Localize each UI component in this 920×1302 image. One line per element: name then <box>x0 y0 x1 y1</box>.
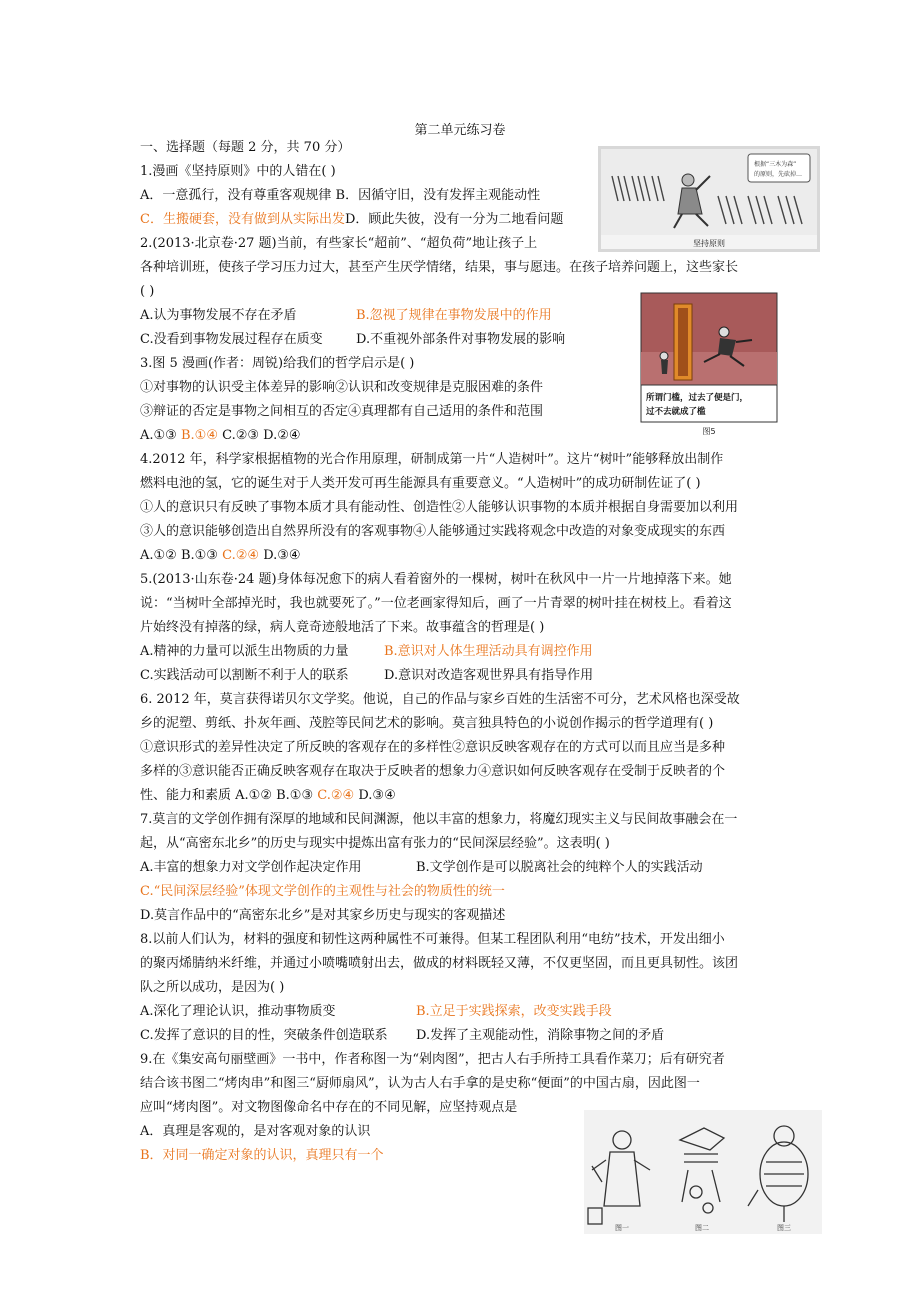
q1-option-c-answer: C．生搬硬套，没有做到从实际出发 <box>140 212 345 227</box>
q8-option-c: C.发挥了意识的目的性，突破条件创造联系 <box>140 1028 388 1043</box>
q4-statements-34: ③人的意识能够创造出自然界所没有的客观事物④人能够通过实践将观念中改造的对象变成现实的东西 <box>140 524 726 539</box>
q6-statements-line3-options <box>140 788 396 804</box>
q4-option-ab: A.①② B.①③ <box>140 548 218 563</box>
q7-option-c-answer: C.“民间深层经验”体现文学创作的主观性与社会的物质性的统一 <box>140 884 505 899</box>
q9-mural-figures <box>584 1110 822 1234</box>
q6-statements-end: 性、能力和素质 <box>140 788 232 803</box>
figure-5-label: 图5 <box>702 427 716 436</box>
q3-option-b-answer: B.①④ <box>180 428 218 443</box>
q6-stem-line2: 乡的泥塑、剪纸、扑灰年画、茂腔等民间艺术的影响。莫言独具特色的小说创作揭示的哲学道理有( ) <box>140 716 714 731</box>
q8-stem-line3: 队之所以成功，是因为( ) <box>140 980 285 995</box>
q5-option-d: D.意识对改造客观世界具有指导作用 <box>384 668 594 683</box>
q7-option-a: A.丰富的想象力对文学创作起决定作用 <box>140 860 362 875</box>
q2-option-a: A.认为事物发展不存在矛盾 <box>140 308 297 323</box>
q5-option-c: C.实践活动可以割断不利于人的联系 <box>140 668 349 683</box>
q9-figure-1-label: 图一 <box>615 1224 629 1232</box>
q2-option-c: C.没看到事物发展过程存在质变 <box>140 332 323 347</box>
q2-stem-line2: 各种培训班，使孩子学习压力过大，甚至产生厌学情绪，结果，事与愿违。在孩子培养问题上，这些家长 <box>140 260 739 275</box>
q7-option-b: B.文学创作是可以脱离社会的纯粹个人的实践活动 <box>416 860 703 875</box>
q4-option-d: D.③④ <box>263 548 301 563</box>
q7-stem-line2: 起，从“高密东北乡”的历史与现实中提炼出富有张力的“民间深层经验”。这表明( ) <box>140 836 610 851</box>
q4-option-c-answer: C.②④ <box>222 548 260 563</box>
q9-stem-line2: 结合该书图二“烤肉串”和图三“厨师扇风”，认为古人右手拿的是史称“便面”的中国古扇，因此图一 <box>140 1076 700 1091</box>
q8-stem-line1: 8.以前人们认为，材料的强度和韧性这两种属性不可兼得。但某工程团队利用“电纺”技术，开发出细小 <box>140 932 725 947</box>
q8-stem-line2: 的聚丙烯腈纳米纤维，并通过小喷嘴喷射出去，做成的材料既轻又薄，不仅更坚固，而且更具韧性。该团 <box>140 956 739 971</box>
section-heading: 一、选择题（每题 2 分，共 70 分） <box>140 140 351 155</box>
q1-cartoon-caption: 坚持原则 <box>693 239 725 248</box>
q9-figure-2-label: 图二 <box>695 1224 709 1232</box>
q5-option-a: A.精神的力量可以派生出物质的力量 <box>140 644 349 659</box>
q2-option-d: D.不重视外部条件对事物发展的影响 <box>356 332 566 347</box>
q3-option-cd: C.②③ D.②④ <box>222 428 301 443</box>
q8-option-a: A.深化了理论认识，推动事物质变 <box>140 1004 336 1019</box>
q1-cartoon-bubble: 根据“三木为森” <box>754 161 797 168</box>
q2-stem-line3: ( ) <box>140 284 155 299</box>
q9-option-a: A．真理是客观的，是对客观对象的认识 <box>140 1124 371 1139</box>
q6-statements-line2: 多样的③意识能否正确反映客观存在取决于反映者的想象力④意识如何反映客观存在受制于反映者的个 <box>140 764 726 779</box>
q1-stem: 1.漫画《坚持原则》中的人错在( ) <box>140 164 336 179</box>
q4-options <box>140 548 301 564</box>
q7-stem-line1: 7.莫言的文学创作拥有深厚的地域和民间渊源，他以丰富的想象力，将魔幻现实主义与民间故事融会在一 <box>140 812 738 827</box>
q9-option-b-answer: B．对同一确定对象的认识，真理只有一个 <box>140 1148 384 1163</box>
figure-5-caption-line1: 所谓门槛，过去了便是门， <box>646 393 749 403</box>
svg-text:的原则，先砍掉…: 的原则，先砍掉… <box>754 171 803 178</box>
q9-figure-3-label: 图三 <box>777 1224 791 1232</box>
q5-stem-line1: 5.(2013·山东卷·24 题)身体每况愈下的病人看着窗外的一棵树，树叶在秋风中一片一片地掉落下来。她 <box>140 572 732 587</box>
q1-cartoon-image <box>598 146 820 252</box>
q4-stem-line1: 4.2012 年，科学家根据植物的光合作用原理，研制成第一片“人造树叶”。这片“树叶”能够释放出制作 <box>140 452 724 467</box>
q1-options-cd <box>140 212 563 228</box>
q1-option-d: D．顾此失彼，没有一分为二地看问题 <box>344 212 564 227</box>
q8-option-b-answer: B.立足于实践探索，改变实践手段 <box>416 1004 612 1019</box>
q6-stem-line1: 6. 2012 年，莫言获得诺贝尔文学奖。他说，自己的作品与家乡百姓的生活密不可分，艺术风格也深受故 <box>140 692 740 707</box>
q6-option-d: D.③④ <box>358 788 396 803</box>
q5-stem-line3: 片始终没有掉落的绿，病人竟奇迹般地活了下来。故事蕴含的哲理是( ) <box>140 620 545 635</box>
q3-statements-12: ①对事物的认识受主体差异的影响②认识和改变规律是克服困难的条件 <box>140 380 544 395</box>
q3-option-a: A.①③ <box>140 428 177 443</box>
q4-stem-line2: 燃料电池的氢，它的诞生对于人类开发可再生能源具有重要意义。“人造树叶”的成功研制佐证了( ) <box>140 476 701 491</box>
q6-statements-line1: ①意识形式的差异性决定了所反映的客观存在的多样性②意识反映客观存在的方式可以而且应当是多种 <box>140 740 726 755</box>
q5-option-b-answer: B.意识对人体生理活动具有调控作用 <box>384 644 593 659</box>
q3-statements-34: ③辩证的否定是事物之间相互的否定④真理都有自己适用的条件和范围 <box>140 404 544 419</box>
q2-stem-line1: 2.(2013·北京卷·27 题)当前，有些家长“超前”、“超负荷”地让孩子上 <box>140 236 538 251</box>
q6-option-ab: A.①② B.①③ <box>235 788 314 803</box>
q3-options <box>140 428 301 444</box>
q6-option-c-answer: C.②④ <box>317 788 355 803</box>
figure-5-cartoon <box>640 292 778 438</box>
figure-5-caption-line2: 过不去就成了槛 <box>646 407 706 417</box>
page-title: 第二单元练习卷 <box>414 123 506 138</box>
q7-option-d: D.莫言作品中的“高密东北乡”是对其家乡历史与现实的客观描述 <box>140 908 506 923</box>
q9-stem-line3: 应叫“烤肉图”。对文物图像命名中存在的不同见解，应坚持观点是 <box>140 1100 518 1115</box>
q8-option-d: D.发挥了主观能动性，消除事物之间的矛盾 <box>416 1028 665 1043</box>
q3-stem: 3.图 5 漫画(作者：周锐)给我们的哲学启示是( ) <box>140 356 415 371</box>
q4-statements-12: ①人的意识只有反映了事物本质才具有能动性、创造性②人能够认识事物的本质并根据自身需要加以利用 <box>140 500 739 515</box>
q9-stem-line1: 9.在《集安高句丽壁画》一书中，作者称图一为“剁肉图”，把古人右手所持工具看作菜刀；后有研究者 <box>140 1052 725 1067</box>
q1-options-ab: A．一意孤行，没有尊重客观规律 B．因循守旧，没有发挥主观能动性 <box>140 188 541 203</box>
q5-stem-line2: 说：“当树叶全部掉光时，我也就要死了。”一位老画家得知后，画了一片青翠的树叶挂在树枝上。看着这 <box>140 596 732 611</box>
q2-option-b-answer: B.忽视了规律在事物发展中的作用 <box>356 308 552 323</box>
